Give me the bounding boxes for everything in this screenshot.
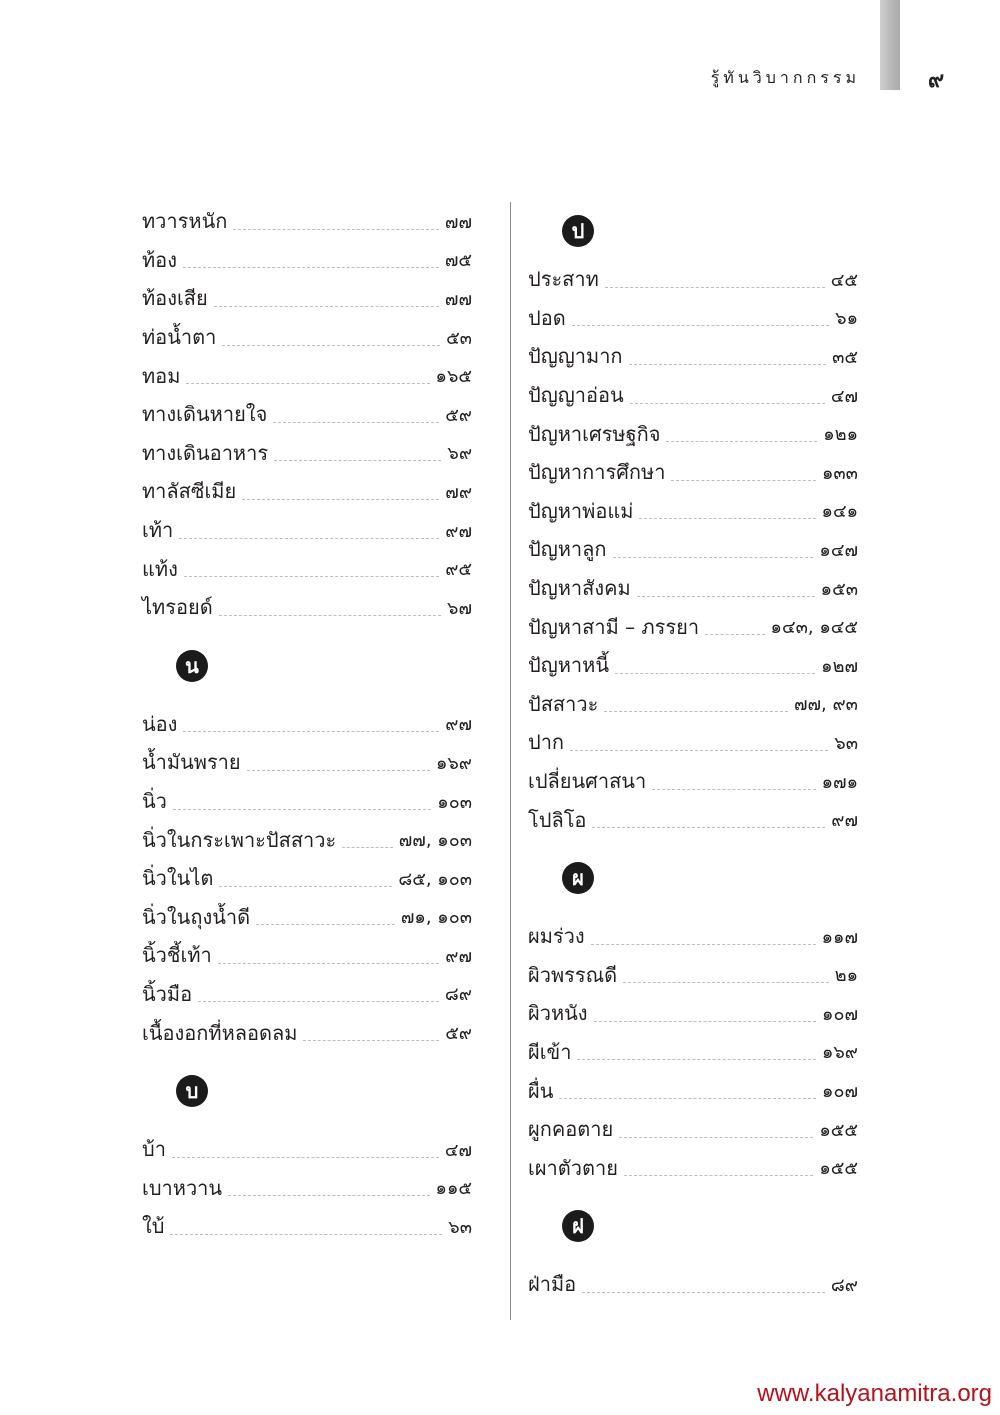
entry-term: เท้า (142, 518, 174, 543)
dot-leader (303, 1040, 439, 1041)
entry-page-number: ๖๓ (448, 1216, 472, 1238)
entry-term: ทางเดินหายใจ (142, 402, 268, 427)
dot-leader (604, 711, 788, 712)
index-entry (528, 762, 858, 801)
entry-page-number: ๙๗ (445, 714, 472, 736)
entry-page-number: ๔๗ (830, 385, 858, 407)
entry-term: ปัญหาเศรษฐกิจ (528, 421, 661, 446)
index-entry (528, 1148, 858, 1187)
entry-page-number: ๙๗ (831, 810, 858, 832)
entry-term: นิ่วในไต (142, 866, 214, 891)
p-entry-list (528, 260, 858, 839)
entry-page-number: ๗๕ (444, 250, 472, 272)
entry-page-number: ๑๒๑ (823, 424, 858, 446)
index-entry (528, 260, 858, 299)
dot-leader (179, 538, 439, 539)
entry-page-number: ๑๔๑ (821, 501, 858, 523)
entry-term: ปัญหาหนี้ (528, 653, 610, 678)
dot-leader (624, 1175, 813, 1176)
entry-page-number: ๑๐๓ (437, 791, 472, 813)
ph-entry-list (528, 917, 858, 1187)
dot-leader (242, 499, 439, 500)
entry-term: น้ำมันพราย (142, 750, 241, 775)
entry-page-number: ๑๔๗ (819, 539, 858, 561)
entry-page-number: ๗๗ (444, 211, 472, 233)
index-entry (142, 472, 472, 511)
entry-term: ทางเดินอาหาร (142, 440, 269, 465)
index-entry (528, 1265, 858, 1304)
entry-term: ปัญหาลูก (528, 537, 607, 562)
index-entry (142, 743, 472, 782)
index-entry (142, 395, 472, 434)
dot-leader (605, 287, 825, 288)
section-heading-f (528, 1187, 858, 1265)
index-entry (142, 859, 472, 898)
entry-page-number: ๔๕ (830, 269, 858, 291)
entry-page-number: ๑๕๕ (819, 1158, 858, 1180)
entry-page-number: ๙๗ (445, 945, 472, 967)
dot-leader (219, 886, 392, 887)
dot-leader (342, 847, 393, 848)
column-divider (510, 202, 511, 1320)
entry-term: ผิวหนัง (528, 1001, 588, 1026)
index-entry (528, 376, 858, 415)
dot-leader (170, 1234, 442, 1235)
dot-leader (198, 1001, 439, 1002)
dot-leader (184, 576, 439, 577)
index-entry (528, 994, 858, 1033)
entry-term: โปลิโอ (528, 807, 587, 832)
index-entry (528, 800, 858, 839)
entry-page-number: ๖๗ (447, 597, 472, 619)
index-entry (528, 569, 858, 608)
entry-term: เนื้องอกที่หลอดลม (142, 1020, 298, 1045)
entry-term: ผมร่วง (528, 924, 585, 949)
dot-leader (228, 1195, 429, 1196)
index-entry (528, 646, 858, 685)
index-entry (142, 782, 472, 821)
page-number: ๙ (928, 68, 945, 93)
index-entry (142, 588, 472, 627)
entry-term: นิ้วชี้เท้า (142, 943, 212, 968)
entry-page-number: ๖๑ (835, 308, 858, 330)
entry-term: เผาตัวตาย (528, 1155, 618, 1180)
dot-leader (582, 1292, 825, 1293)
entry-page-number: ๑๖๙ (821, 1042, 858, 1064)
index-entry (528, 1110, 858, 1149)
dot-leader (559, 1098, 816, 1099)
entry-term: ใบ้ (142, 1214, 165, 1239)
entry-page-number: ๗๗, ๑๐๓ (398, 830, 472, 852)
section-heading-ph (528, 839, 858, 917)
dot-leader (273, 422, 439, 423)
dot-leader (615, 673, 815, 674)
dot-leader (591, 944, 816, 945)
entry-page-number: ๑๖๙ (435, 752, 472, 774)
f-entry-list (528, 1265, 858, 1304)
dot-leader (639, 518, 815, 519)
dot-leader (666, 441, 817, 442)
entry-page-number: ๑๐๗ (822, 1081, 858, 1103)
entry-term: บ้า (142, 1137, 166, 1162)
letter-badge-p: ป (562, 215, 594, 247)
section-heading-b (142, 1052, 472, 1130)
dot-leader (594, 1021, 816, 1022)
dot-leader (219, 615, 441, 616)
index-entry (142, 549, 472, 588)
entry-term: ผื่น (528, 1078, 554, 1103)
entry-term: ปอด (528, 305, 566, 330)
index-entry (142, 241, 472, 280)
entry-page-number: ๗๗, ๙๓ (793, 694, 858, 716)
dot-leader (233, 229, 439, 230)
entry-page-number: ๔๗ (444, 1139, 472, 1161)
dot-leader (570, 750, 828, 751)
entry-term: ท้อง (142, 247, 177, 272)
entry-term: ฝ่ามือ (528, 1272, 577, 1297)
entry-page-number: ๖๙ (447, 443, 472, 465)
dot-leader (274, 460, 441, 461)
index-entry (528, 337, 858, 376)
entry-page-number: ๑๑๕ (435, 1178, 472, 1200)
index-entry (142, 279, 472, 318)
entry-page-number: ๘๙ (444, 984, 472, 1006)
index-entry (142, 202, 472, 241)
letter-badge-ph: ผ (562, 862, 594, 894)
entry-page-number: ๕๙ (445, 1023, 472, 1045)
entry-term: ปัญหาสามี – ภรรยา (528, 614, 700, 639)
entry-page-number: ๑๐๗ (822, 1003, 858, 1025)
index-entry (142, 936, 472, 975)
header-tab-bar (880, 0, 900, 90)
entry-term: เบาหวาน (142, 1175, 223, 1200)
entry-page-number: ๓๕ (832, 346, 858, 368)
entry-term: นิ้วมือ (142, 981, 193, 1006)
entry-term: ท่อน้ำตา (142, 325, 217, 350)
entry-page-number: ๑๗๑ (821, 771, 858, 793)
entry-term: ปัญหาพ่อแม่ (528, 498, 634, 523)
dot-leader (671, 480, 816, 481)
entry-term: ปัญหาการศึกษา (528, 460, 666, 485)
index-entry (142, 1168, 472, 1207)
dot-leader (619, 1137, 813, 1138)
index-entry (142, 975, 472, 1014)
index-entry (142, 434, 472, 473)
dot-leader (172, 1157, 439, 1158)
index-entry (528, 453, 858, 492)
entry-term: ปัญญามาก (528, 344, 623, 369)
entry-term: ปัญหาสังคม (528, 576, 631, 601)
entry-term: เปลี่ยนศาสนา (528, 769, 647, 794)
entry-term: นิ่วในกระเพาะปัสสาวะ (142, 827, 337, 852)
right-index-column (528, 202, 858, 1304)
entry-page-number: ๗๑, ๑๐๓ (400, 907, 472, 929)
index-entry (528, 530, 858, 569)
entry-page-number: ๖๓ (834, 732, 858, 754)
t-entry-list (142, 202, 472, 627)
dot-leader (247, 770, 430, 771)
entry-term: ผูกคอตาย (528, 1117, 614, 1142)
letter-badge-n: น (176, 650, 208, 682)
entry-term: ไทรอยด์ (142, 595, 213, 620)
n-entry-list (142, 705, 472, 1052)
b-entry-list (142, 1130, 472, 1246)
dot-leader (173, 809, 431, 810)
entry-page-number: ๑๕๕ (819, 1119, 858, 1141)
dot-leader (652, 789, 815, 790)
entry-page-number: ๘๙ (830, 1274, 858, 1296)
dot-leader (218, 963, 440, 964)
entry-page-number: ๑๖๕ (435, 366, 472, 388)
entry-term: ผิวพรรณดี (528, 962, 618, 987)
dot-leader (623, 982, 829, 983)
entry-term: ท้องเสีย (142, 286, 208, 311)
dot-leader (256, 924, 395, 925)
entry-term: ปัสสาวะ (528, 691, 599, 716)
left-index-column (142, 202, 472, 1246)
index-entry (528, 414, 858, 453)
entry-term: น่อง (142, 711, 178, 736)
index-entry (142, 705, 472, 744)
dot-leader (630, 403, 825, 404)
entry-page-number: ๙๕ (445, 559, 472, 581)
entry-term: ทาลัสซีเมีย (142, 479, 237, 504)
index-entry (142, 356, 472, 395)
dot-leader (577, 1059, 815, 1060)
dot-leader (186, 383, 429, 384)
section-heading-p (528, 202, 858, 260)
entry-page-number: ๑๕๓ (820, 578, 858, 600)
section-heading-n (142, 627, 472, 705)
entry-term: ประสาท (528, 267, 599, 292)
page-header (0, 60, 1000, 100)
index-entry (528, 723, 858, 762)
footer-url[interactable]: www.kalyanamitra.org (757, 1380, 992, 1407)
entry-term: ปาก (528, 730, 565, 755)
index-entry (528, 917, 858, 956)
entry-term: ทอม (142, 363, 181, 388)
entry-term: ผีเข้า (528, 1039, 572, 1064)
index-entry (142, 820, 472, 859)
dot-leader (637, 596, 815, 597)
letter-badge-b: บ (176, 1075, 208, 1107)
entry-page-number: ๘๕, ๑๐๓ (398, 868, 472, 890)
index-entry (528, 607, 858, 646)
dot-leader (572, 325, 829, 326)
entry-page-number: ๑๒๗ (821, 655, 858, 677)
running-title: รู้ทันวิบากกรรม (710, 68, 860, 87)
entry-page-number: ๙๗ (445, 520, 472, 542)
dot-leader (705, 634, 764, 635)
entry-page-number: ๗๙ (445, 481, 472, 503)
dot-leader (629, 364, 827, 365)
index-entry (528, 685, 858, 724)
entry-page-number: ๕๓ (446, 327, 472, 349)
index-entry (528, 299, 858, 338)
dot-leader (592, 827, 825, 828)
index-entry (528, 956, 858, 995)
entry-page-number: ๑๔๓, ๑๔๕ (770, 617, 858, 639)
letter-badge-f: ฝ (562, 1210, 594, 1242)
dot-leader (183, 731, 439, 732)
entry-term: ทวารหนัก (142, 209, 228, 234)
index-entry (528, 1033, 858, 1072)
index-entry (528, 492, 858, 531)
entry-page-number: ๑๑๗ (821, 926, 858, 948)
entry-page-number: ๑๓๓ (821, 462, 858, 484)
dot-leader (222, 345, 440, 346)
dot-leader (183, 267, 439, 268)
index-entry (528, 1071, 858, 1110)
index-entry (142, 511, 472, 550)
entry-page-number: ๕๙ (445, 404, 472, 426)
index-entry (142, 1130, 472, 1169)
index-entry (142, 318, 472, 357)
dot-leader (214, 306, 439, 307)
entry-term: ปัญญาอ่อน (528, 383, 624, 408)
entry-page-number: ๗๗ (444, 288, 472, 310)
dot-leader (613, 557, 814, 558)
index-entry (142, 1013, 472, 1052)
entry-term: นิ่วในถุงน้ำดี (142, 904, 251, 929)
entry-page-number: ๒๑ (834, 965, 858, 987)
index-entry (142, 898, 472, 937)
entry-term: นิ่ว (142, 789, 167, 814)
index-entry (142, 1207, 472, 1246)
entry-term: แท้ง (142, 556, 178, 581)
